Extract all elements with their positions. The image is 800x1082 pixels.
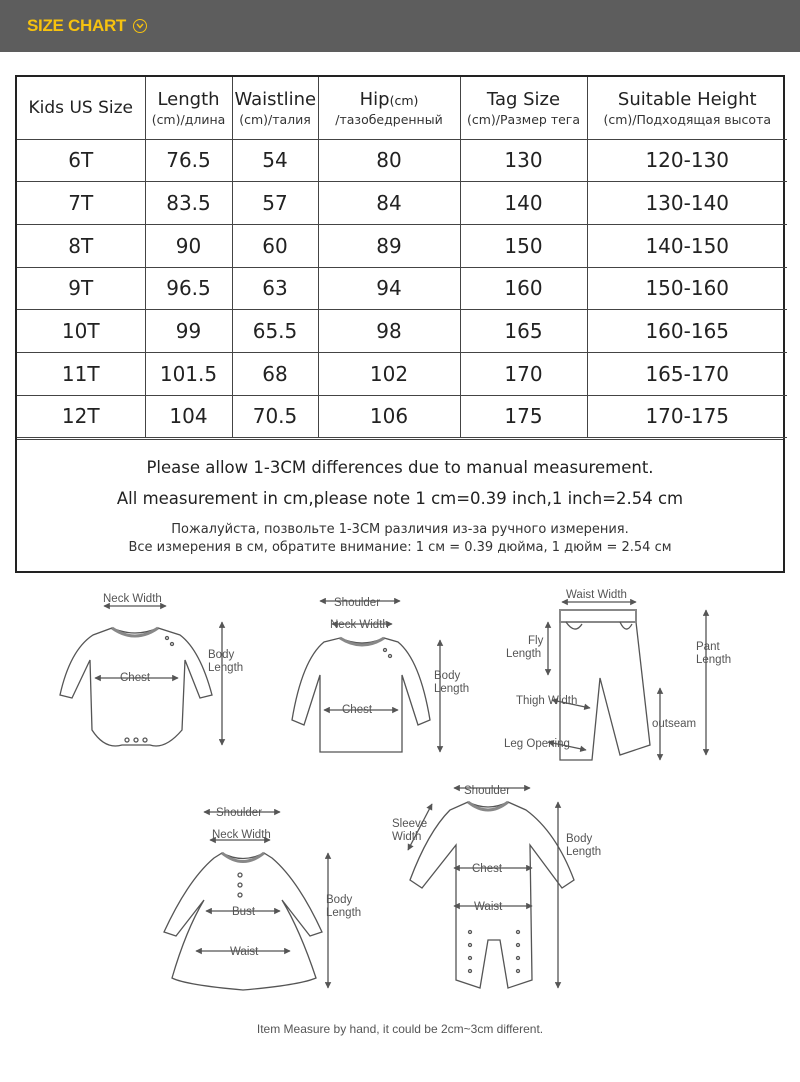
table-cell: 150 [460,224,587,267]
footer-note: Item Measure by hand, it could be 2cm~3cm different. [256,1022,544,1036]
pants-diagram [548,602,706,760]
column-header: Tag Size (cm)/Размер тега [460,77,587,139]
diagram-labels [103,589,731,958]
dress-bust-label: Bust [232,906,256,918]
table-cell: 10T [17,310,145,353]
table-cell: 130 [460,139,587,182]
dress-length-label-line: Length [326,907,362,919]
pants-thigh-width-label: Thigh Width [516,695,578,707]
table-cell: 57 [232,182,318,225]
table-cell: 130-140 [587,182,787,225]
table-cell: 11T [17,352,145,395]
table-cell: 83.5 [145,182,232,225]
dress-body-label [326,894,361,919]
table-cell: 96.5 [145,267,232,310]
table-cell: 65.5 [232,310,318,353]
table-cell: 165 [460,310,587,353]
column-header: Length (cm)/длина [145,77,232,139]
table-cell: 160-165 [587,310,787,353]
romper-body-label-line: Body [566,833,593,845]
table-cell: 12T [17,395,145,438]
pants-outseam-label: outseam [652,718,697,730]
table-cell: 106 [318,395,460,438]
size-table-container [15,75,785,573]
table-cell: 98 [318,310,460,353]
table-cell: 140-150 [587,224,787,267]
dress-body-label-line: Body [326,894,353,906]
note-unit-conversion: All measurement in cm,please note 1 cm=0.39 inch,1 inch=2.54 cm [116,489,684,508]
table-cell: 175 [460,395,587,438]
tshirt-neck-width-label: Neck Width [330,619,389,631]
pants-pant-label-line: Pant [696,641,720,653]
table-cell: 63 [232,267,318,310]
table-cell: 102 [318,352,460,395]
pants-leg-opening-label: Leg Opening [504,738,570,750]
table-row [17,310,787,353]
table-cell: 60 [232,224,318,267]
bodysuit-body-label [208,649,243,674]
pants-pant-length-label [696,641,731,666]
romper-width-label-line: Width [392,831,422,843]
tshirt-length-label-line: Length [434,683,470,695]
table-cell: 80 [318,139,460,182]
table-row [17,395,787,438]
table-row [17,267,787,310]
column-header: Kids US Size [17,77,145,139]
size-table [17,77,787,438]
note-manual-measurement: Please allow 1-3CM differences due to manual measurement. [146,458,654,477]
pants-fly-label-line: Fly [528,635,544,647]
table-cell: 8T [17,224,145,267]
romper-chest-label: Chest [472,863,503,875]
column-header: Hip(cm) /тазобедренный [318,77,460,139]
table-row [17,352,787,395]
table-cell: 160 [460,267,587,310]
table-cell: 89 [318,224,460,267]
bodysuit-body-label-line: Body [208,649,235,661]
pants-fly-length-label [506,635,547,660]
romper-length-label-line: Length [566,846,602,858]
romper-body-label [566,833,601,858]
table-header-row [17,77,787,139]
note-manual-measurement-ru: Пожалуйста, позвольте 1-3CM различия из-за ручного измерения. [171,522,629,537]
table-cell: 76.5 [145,139,232,182]
bodysuit-neck-width-label: Neck Width [103,593,162,605]
pants-length-label-line: Length [506,648,542,660]
tshirt-shoulder-label: Shoulder [334,597,381,609]
header-title: SIZE CHART [27,16,127,35]
measurement-diagrams [0,580,800,1030]
dress-waist-label: Waist [230,946,259,958]
table-cell: 84 [318,182,460,225]
column-header: Waistline (cm)/талия [232,77,318,139]
table-cell: 150-160 [587,267,787,310]
table-cell: 9T [17,267,145,310]
bodysuit-chest-label: Chest [120,672,151,684]
table-cell: 101.5 [145,352,232,395]
table-row [17,182,787,225]
tshirt-body-label-line: Body [434,670,461,682]
table-cell: 165-170 [587,352,787,395]
table-row [17,139,787,182]
table-row [17,224,787,267]
note-unit-conversion-ru: Все измерения в см, обратите внимание: 1 см = 0.39 дюйма, 1 дюйм = 2.54 см [128,540,672,555]
measurement-notes [17,439,783,571]
tshirt-body-label [434,670,469,695]
pants-pant-length-label-line: Length [696,654,732,666]
size-chart-header [0,0,800,52]
romper-waist-label: Waist [474,901,503,913]
table-cell: 6T [17,139,145,182]
table-cell: 170-175 [587,395,787,438]
chevron-down-circle-icon [133,19,147,33]
table-cell: 90 [145,224,232,267]
table-cell: 94 [318,267,460,310]
bodysuit-length-label-line: Length [208,662,244,674]
table-cell: 120-130 [587,139,787,182]
column-header: Suitable Height (cm)/Подходящая высота [587,77,787,139]
table-cell: 99 [145,310,232,353]
table-cell: 7T [17,182,145,225]
table-cell: 54 [232,139,318,182]
romper-sleeve-label-line: Sleeve [392,818,428,830]
dress-neck-width-label: Neck Width [212,829,271,841]
table-cell: 170 [460,352,587,395]
tshirt-chest-label: Chest [342,704,373,716]
table-cell: 104 [145,395,232,438]
table-cell: 70.5 [232,395,318,438]
romper-shoulder-label: Shoulder [464,785,511,797]
romper-diagram [408,788,574,988]
pants-waist-width-label: Waist Width [566,589,627,601]
dress-shoulder-label: Shoulder [216,807,263,819]
table-cell: 68 [232,352,318,395]
romper-sleeve-width-label [392,818,430,843]
table-cell: 140 [460,182,587,225]
